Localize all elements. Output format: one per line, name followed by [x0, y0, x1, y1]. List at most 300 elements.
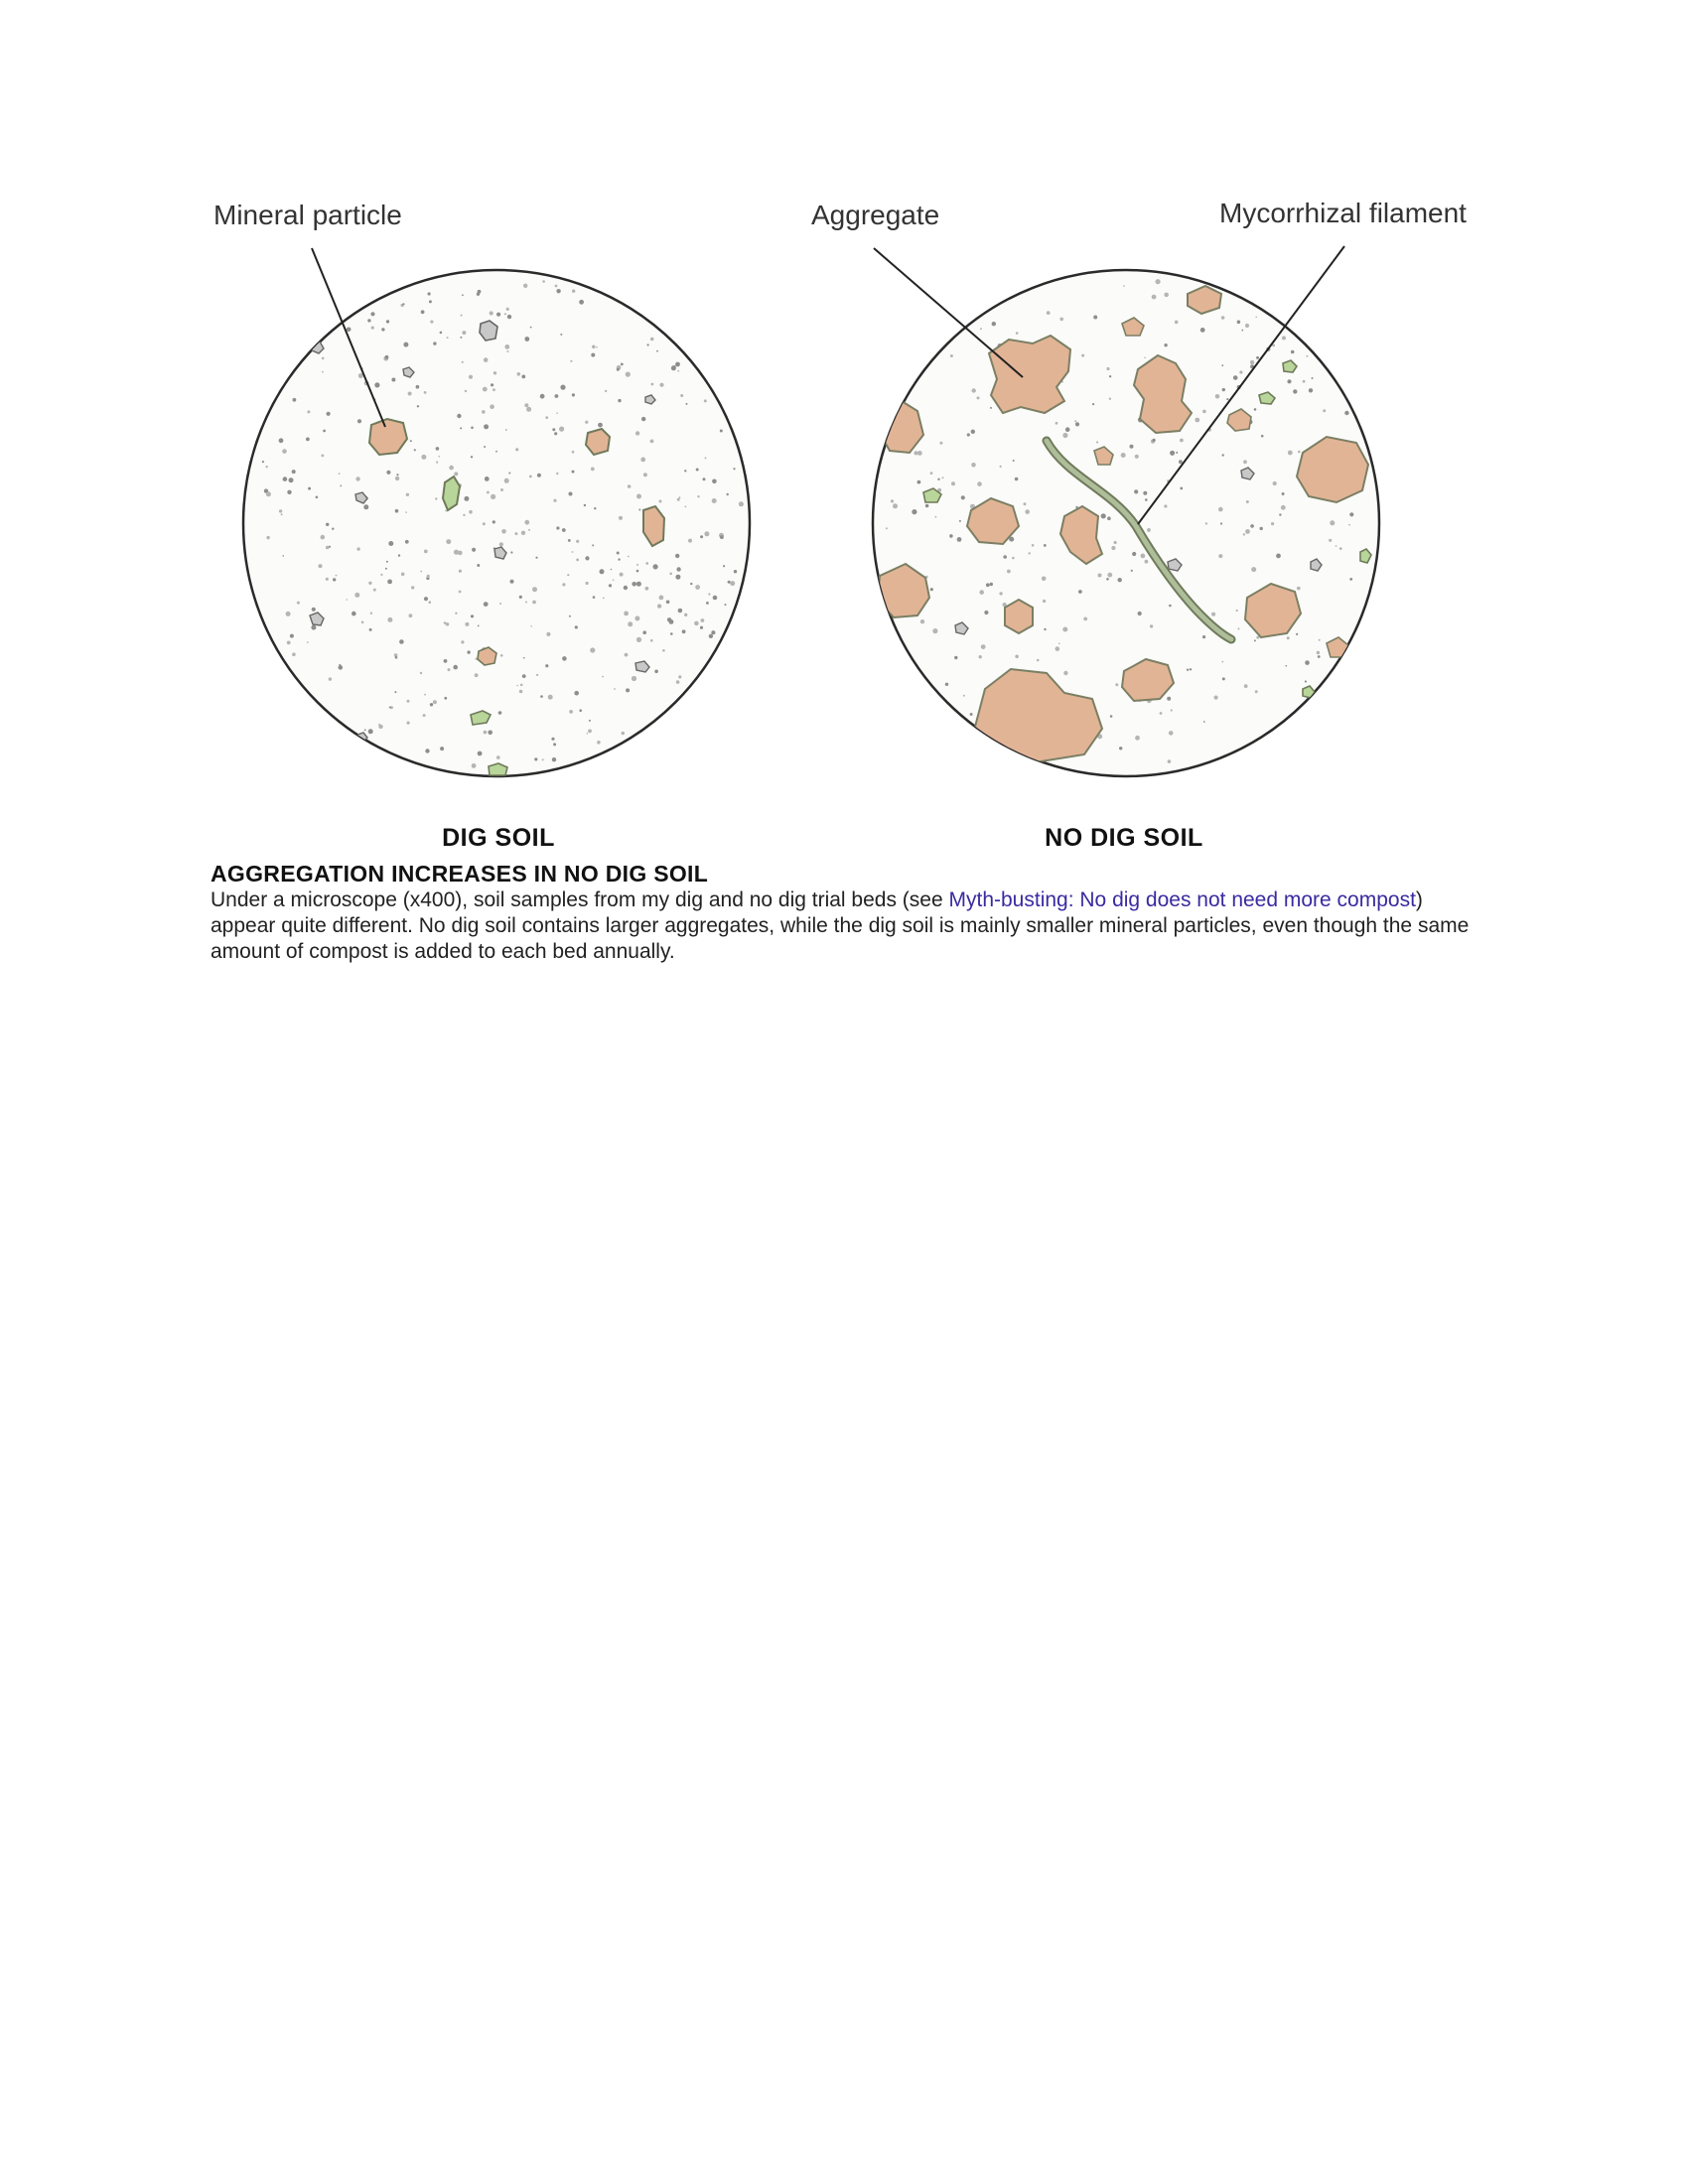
- soil-speck: [1243, 533, 1245, 535]
- soil-speck: [653, 564, 658, 569]
- soil-speck: [515, 448, 518, 451]
- soil-speck: [316, 496, 319, 499]
- soil-speck: [307, 410, 310, 413]
- soil-speck: [1339, 547, 1342, 550]
- soil-speck: [529, 476, 532, 478]
- soil-speck: [504, 478, 509, 483]
- soil-speck: [321, 535, 326, 540]
- soil-speck: [569, 615, 571, 617]
- soil-speck: [1319, 639, 1321, 641]
- soil-speck: [967, 433, 970, 436]
- soil-speck: [411, 586, 414, 589]
- soil-speck: [1238, 627, 1240, 629]
- soil-speck: [596, 346, 598, 348]
- soil-speck: [370, 613, 372, 614]
- soil-speck: [530, 625, 532, 627]
- soil-speck: [682, 629, 686, 633]
- soil-speck: [483, 387, 488, 392]
- soil-speck: [542, 758, 544, 760]
- soil-speck: [1135, 455, 1139, 459]
- soil-speck: [449, 466, 454, 471]
- soil-speck: [387, 617, 392, 622]
- soil-speck: [386, 561, 388, 563]
- soil-speck: [293, 398, 297, 402]
- soil-speck: [999, 592, 1002, 595]
- soil-speck: [669, 573, 672, 576]
- soil-speck: [1032, 544, 1035, 547]
- soil-speck: [391, 378, 395, 382]
- soil-speck: [1202, 410, 1206, 414]
- soil-speck: [1132, 552, 1136, 556]
- soil-speck: [600, 569, 605, 574]
- soil-speck: [971, 430, 975, 434]
- soil-speck: [618, 558, 620, 560]
- soil-speck: [297, 602, 300, 605]
- soil-speck: [1059, 318, 1063, 322]
- soil-speck: [447, 337, 449, 339]
- soil-speck: [323, 430, 326, 433]
- soil-speck: [685, 506, 687, 508]
- soil-speck: [417, 405, 419, 407]
- soil-speck: [435, 497, 437, 499]
- soil-speck: [1296, 633, 1298, 635]
- soil-speck: [279, 509, 282, 512]
- soil-speck: [572, 471, 575, 474]
- soil-speck: [562, 583, 565, 586]
- soil-speck: [1164, 343, 1167, 346]
- soil-speck: [592, 345, 596, 349]
- soil-speck: [454, 550, 459, 555]
- soil-speck: [534, 757, 537, 760]
- aggregate: [989, 336, 1070, 413]
- aggregate-label: Aggregate: [811, 200, 940, 230]
- soil-speck: [1144, 357, 1146, 359]
- soil-speck: [553, 743, 556, 746]
- soil-speck: [1175, 321, 1179, 325]
- soil-speck: [461, 640, 464, 643]
- soil-speck: [369, 628, 372, 631]
- soil-speck: [500, 654, 503, 657]
- soil-speck: [484, 602, 489, 607]
- soil-speck: [347, 599, 349, 601]
- soil-speck: [354, 593, 359, 598]
- soil-speck: [472, 548, 476, 552]
- soil-speck: [402, 303, 404, 305]
- soil-speck: [712, 479, 717, 484]
- soil-speck: [1141, 554, 1146, 559]
- soil-speck: [1012, 557, 1015, 560]
- soil-speck: [706, 602, 709, 605]
- soil-speck: [574, 691, 579, 696]
- soil-speck: [336, 575, 338, 577]
- soil-speck: [1093, 316, 1097, 320]
- soil-speck: [1222, 677, 1225, 680]
- soil-speck: [523, 657, 525, 659]
- soil-speck: [626, 372, 631, 377]
- soil-speck: [588, 730, 592, 734]
- soil-speck: [611, 569, 613, 571]
- soil-speck: [436, 447, 440, 451]
- soil-speck: [462, 294, 464, 296]
- soil-speck: [1261, 435, 1264, 438]
- soil-speck: [1167, 697, 1171, 701]
- soil-speck: [1092, 403, 1094, 405]
- soil-speck: [496, 755, 500, 759]
- soil-speck: [676, 680, 680, 684]
- soil-speck: [720, 430, 723, 433]
- soil-speck: [1044, 544, 1047, 547]
- soil-speck: [266, 536, 269, 539]
- soil-speck: [1083, 617, 1087, 621]
- soil-comparison-diagram: [0, 0, 1688, 854]
- soil-speck: [326, 546, 330, 550]
- soil-speck: [1115, 683, 1118, 686]
- soil-speck: [1205, 522, 1207, 524]
- soil-speck: [992, 322, 996, 326]
- mineral-particle: [586, 429, 610, 455]
- soil-speck: [704, 531, 709, 536]
- soil-speck: [650, 639, 653, 642]
- soil-speck: [355, 477, 359, 480]
- soil-speck: [572, 451, 575, 454]
- soil-speck: [440, 747, 444, 751]
- soil-speck: [1255, 690, 1258, 693]
- soil-speck: [340, 485, 342, 487]
- soil-speck: [560, 385, 565, 390]
- soil-speck: [704, 399, 707, 402]
- soil-speck: [697, 495, 699, 497]
- soil-speck: [1187, 669, 1189, 671]
- soil-speck: [461, 315, 463, 317]
- soil-speck: [493, 371, 496, 374]
- soil-speck: [657, 604, 661, 608]
- soil-speck: [1042, 577, 1047, 582]
- soil-speck: [632, 676, 636, 681]
- soil-speck: [1287, 636, 1290, 639]
- soil-speck: [1118, 578, 1122, 582]
- soil-speck: [469, 510, 473, 514]
- soil-speck: [1170, 451, 1175, 456]
- soil-speck: [1287, 379, 1291, 383]
- soil-speck: [333, 578, 336, 581]
- soil-speck: [326, 578, 329, 581]
- soil-speck: [585, 421, 588, 424]
- soil-speck: [1003, 555, 1007, 559]
- soil-speck: [1276, 554, 1281, 559]
- soil-speck: [626, 688, 630, 692]
- soil-speck: [688, 539, 692, 543]
- soil-speck: [886, 527, 888, 529]
- soil-speck: [624, 586, 628, 590]
- soil-speck: [403, 342, 408, 347]
- soil-speck: [371, 327, 374, 330]
- soil-speck: [1110, 715, 1113, 718]
- soil-speck: [1147, 529, 1150, 532]
- soil-speck: [650, 440, 654, 444]
- soil-speck: [374, 382, 379, 387]
- soil-speck: [388, 541, 393, 546]
- soil-speck: [352, 612, 356, 616]
- soil-speck: [579, 709, 582, 712]
- soil-speck: [496, 313, 500, 317]
- soil-speck: [445, 510, 447, 512]
- soil-speck: [1016, 332, 1019, 335]
- soil-speck: [546, 632, 550, 636]
- soil-speck: [1236, 610, 1238, 612]
- soil-speck: [1055, 422, 1058, 425]
- soil-speck: [656, 350, 658, 352]
- soil-speck: [677, 370, 679, 372]
- soil-speck: [711, 630, 715, 634]
- soil-speck: [545, 416, 548, 419]
- soil-speck: [530, 327, 532, 329]
- soil-speck: [395, 477, 399, 480]
- soil-speck: [930, 588, 933, 591]
- soil-speck: [1273, 481, 1277, 485]
- soil-speck: [1221, 364, 1223, 366]
- soil-speck: [675, 575, 680, 580]
- soil-speck: [499, 603, 501, 605]
- soil-speck: [423, 714, 426, 717]
- soil-speck: [925, 504, 929, 508]
- soil-speck: [385, 568, 387, 570]
- soil-speck: [945, 683, 948, 686]
- soil-speck: [705, 457, 707, 459]
- soil-speck: [1063, 671, 1067, 675]
- soil-speck: [709, 634, 713, 638]
- soil-speck: [407, 700, 410, 703]
- soil-speck: [433, 341, 436, 344]
- soil-speck: [555, 394, 559, 398]
- soil-speck: [1349, 512, 1353, 516]
- soil-speck: [621, 363, 624, 366]
- soil-speck: [1243, 460, 1247, 464]
- soil-speck: [1246, 500, 1249, 503]
- soil-speck: [569, 492, 573, 496]
- soil-speck: [1203, 721, 1205, 723]
- soil-speck: [498, 711, 502, 715]
- soil-speck: [990, 407, 992, 409]
- soil-speck: [990, 583, 993, 586]
- soil-speck: [1226, 398, 1228, 400]
- soil-speck: [364, 729, 366, 731]
- soil-speck: [459, 570, 462, 573]
- soil-speck: [650, 338, 654, 341]
- soil-speck: [684, 470, 686, 472]
- soil-speck: [472, 763, 477, 768]
- figure-caption: [211, 860, 1481, 965]
- soil-speck: [361, 621, 364, 624]
- soil-speck: [920, 619, 924, 623]
- soil-speck: [570, 360, 572, 362]
- caption-text-after: ) appear quite different. No dig soil contains larger aggregates, while the dig soil is mainly smaller mineral particles, even though the same amount of compost is added to each bed annually.: [211, 888, 1470, 963]
- soil-speck: [1047, 311, 1051, 315]
- soil-speck: [734, 570, 737, 573]
- soil-speck: [598, 423, 603, 428]
- soil-speck: [1239, 370, 1242, 373]
- soil-speck: [696, 469, 699, 472]
- soil-speck: [1282, 492, 1285, 495]
- soil-speck: [523, 284, 527, 288]
- soil-speck: [399, 639, 404, 644]
- soil-speck: [647, 343, 649, 345]
- soil-speck: [1153, 439, 1156, 442]
- soil-speck: [308, 487, 311, 490]
- soil-speck: [510, 580, 514, 584]
- soil-speck: [1218, 507, 1223, 512]
- soil-speck: [1250, 524, 1254, 528]
- soil-speck: [1098, 574, 1102, 578]
- soil-speck: [1074, 420, 1076, 422]
- soil-speck: [730, 581, 735, 586]
- soil-speck: [662, 649, 665, 652]
- soil-speck: [1169, 731, 1174, 736]
- soil-speck: [408, 392, 412, 396]
- soil-speck: [1107, 516, 1111, 520]
- soil-speck: [454, 472, 458, 476]
- soil-speck: [560, 334, 562, 336]
- soil-speck: [628, 484, 632, 488]
- soil-speck: [484, 357, 489, 362]
- soil-speck: [289, 478, 294, 482]
- soil-speck: [620, 573, 624, 577]
- soil-speck: [517, 372, 521, 376]
- soil-speck: [545, 664, 548, 667]
- soil-speck: [282, 555, 284, 557]
- soil-speck: [576, 540, 579, 543]
- soil-speck: [396, 474, 398, 476]
- soil-speck: [326, 523, 329, 526]
- soil-speck: [1349, 578, 1352, 581]
- soil-speck: [1171, 709, 1173, 711]
- soil-speck: [1281, 505, 1286, 510]
- soil-speck: [914, 451, 917, 455]
- soil-speck: [1233, 375, 1238, 380]
- soil-speck: [367, 319, 370, 322]
- soil-speck: [281, 513, 283, 515]
- soil-speck: [484, 424, 489, 429]
- soil-speck: [537, 474, 541, 478]
- soil-speck: [572, 393, 575, 396]
- soil-speck: [708, 593, 710, 595]
- soil-speck: [262, 461, 264, 463]
- myth-busting-link[interactable]: Myth-busting: No dig does not need more compost: [948, 888, 1416, 911]
- soil-speck: [654, 670, 658, 674]
- soil-speck: [1190, 668, 1192, 670]
- soil-speck: [1260, 527, 1263, 530]
- soil-speck: [720, 535, 724, 539]
- caption-title: AGGREGATION INCREASES IN NO DIG SOIL: [211, 861, 709, 887]
- soil-speck: [1291, 350, 1295, 354]
- soil-speck: [322, 357, 325, 360]
- soil-speck: [917, 451, 922, 456]
- soil-speck: [424, 694, 426, 696]
- soil-speck: [286, 612, 291, 616]
- soil-speck: [694, 621, 699, 626]
- soil-speck: [569, 710, 573, 714]
- soil-speck: [482, 410, 486, 414]
- soil-speck: [643, 473, 647, 477]
- soil-speck: [448, 668, 451, 671]
- soil-speck: [414, 449, 416, 451]
- soil-speck: [1254, 408, 1257, 411]
- soil-speck: [1075, 422, 1079, 426]
- soil-speck: [467, 650, 470, 653]
- soil-speck: [559, 427, 564, 432]
- soil-speck: [1062, 627, 1067, 632]
- soil-speck: [1330, 520, 1335, 525]
- dig-soil-sample: [243, 270, 750, 776]
- soil-speck: [638, 509, 640, 511]
- soil-speck: [540, 394, 545, 399]
- soil-speck: [1078, 590, 1082, 594]
- soil-speck: [329, 677, 332, 680]
- soil-speck: [519, 596, 522, 599]
- soil-speck: [1286, 665, 1288, 667]
- soil-speck: [505, 429, 507, 431]
- soil-speck: [979, 590, 984, 595]
- soil-speck: [937, 478, 939, 480]
- soil-speck: [465, 622, 469, 626]
- soil-speck: [641, 417, 645, 421]
- soil-speck: [617, 552, 620, 555]
- soil-speck: [312, 608, 316, 612]
- soil-speck: [671, 365, 676, 370]
- soil-speck: [677, 498, 680, 501]
- soil-speck: [552, 428, 555, 431]
- soil-speck: [1348, 524, 1350, 526]
- soil-speck: [642, 630, 646, 634]
- soil-speck: [701, 618, 705, 622]
- soil-speck: [592, 544, 594, 546]
- soil-speck: [363, 504, 368, 509]
- soil-speck: [520, 684, 523, 687]
- soil-speck: [471, 427, 474, 430]
- soil-speck: [1130, 445, 1134, 449]
- soil-speck: [311, 625, 316, 630]
- soil-speck: [676, 567, 680, 571]
- soil-speck: [1114, 541, 1117, 544]
- soil-speck: [986, 583, 990, 587]
- soil-speck: [613, 579, 615, 581]
- soil-speck: [524, 337, 529, 341]
- soil-speck: [556, 526, 559, 529]
- soil-speck: [424, 597, 428, 601]
- soil-speck: [501, 529, 506, 534]
- soil-speck: [575, 625, 578, 628]
- aggregate: [1005, 600, 1033, 633]
- soil-speck: [429, 300, 432, 303]
- soil-speck: [356, 547, 359, 550]
- soil-speck: [1180, 487, 1183, 490]
- soil-speck: [1168, 759, 1172, 763]
- soil-speck: [1062, 433, 1067, 438]
- soil-speck: [1306, 355, 1308, 357]
- soil-speck: [532, 601, 536, 605]
- soil-speck: [516, 685, 518, 687]
- soil-speck: [640, 458, 645, 463]
- soil-speck: [572, 551, 574, 553]
- soil-speck: [891, 499, 894, 502]
- soil-speck: [666, 601, 670, 605]
- soil-speck: [625, 653, 629, 657]
- soil-speck: [669, 619, 674, 624]
- soil-speck: [1312, 377, 1314, 379]
- soil-speck: [624, 612, 629, 616]
- soil-speck: [1211, 613, 1215, 616]
- soil-speck: [339, 665, 344, 670]
- soil-speck: [332, 528, 334, 530]
